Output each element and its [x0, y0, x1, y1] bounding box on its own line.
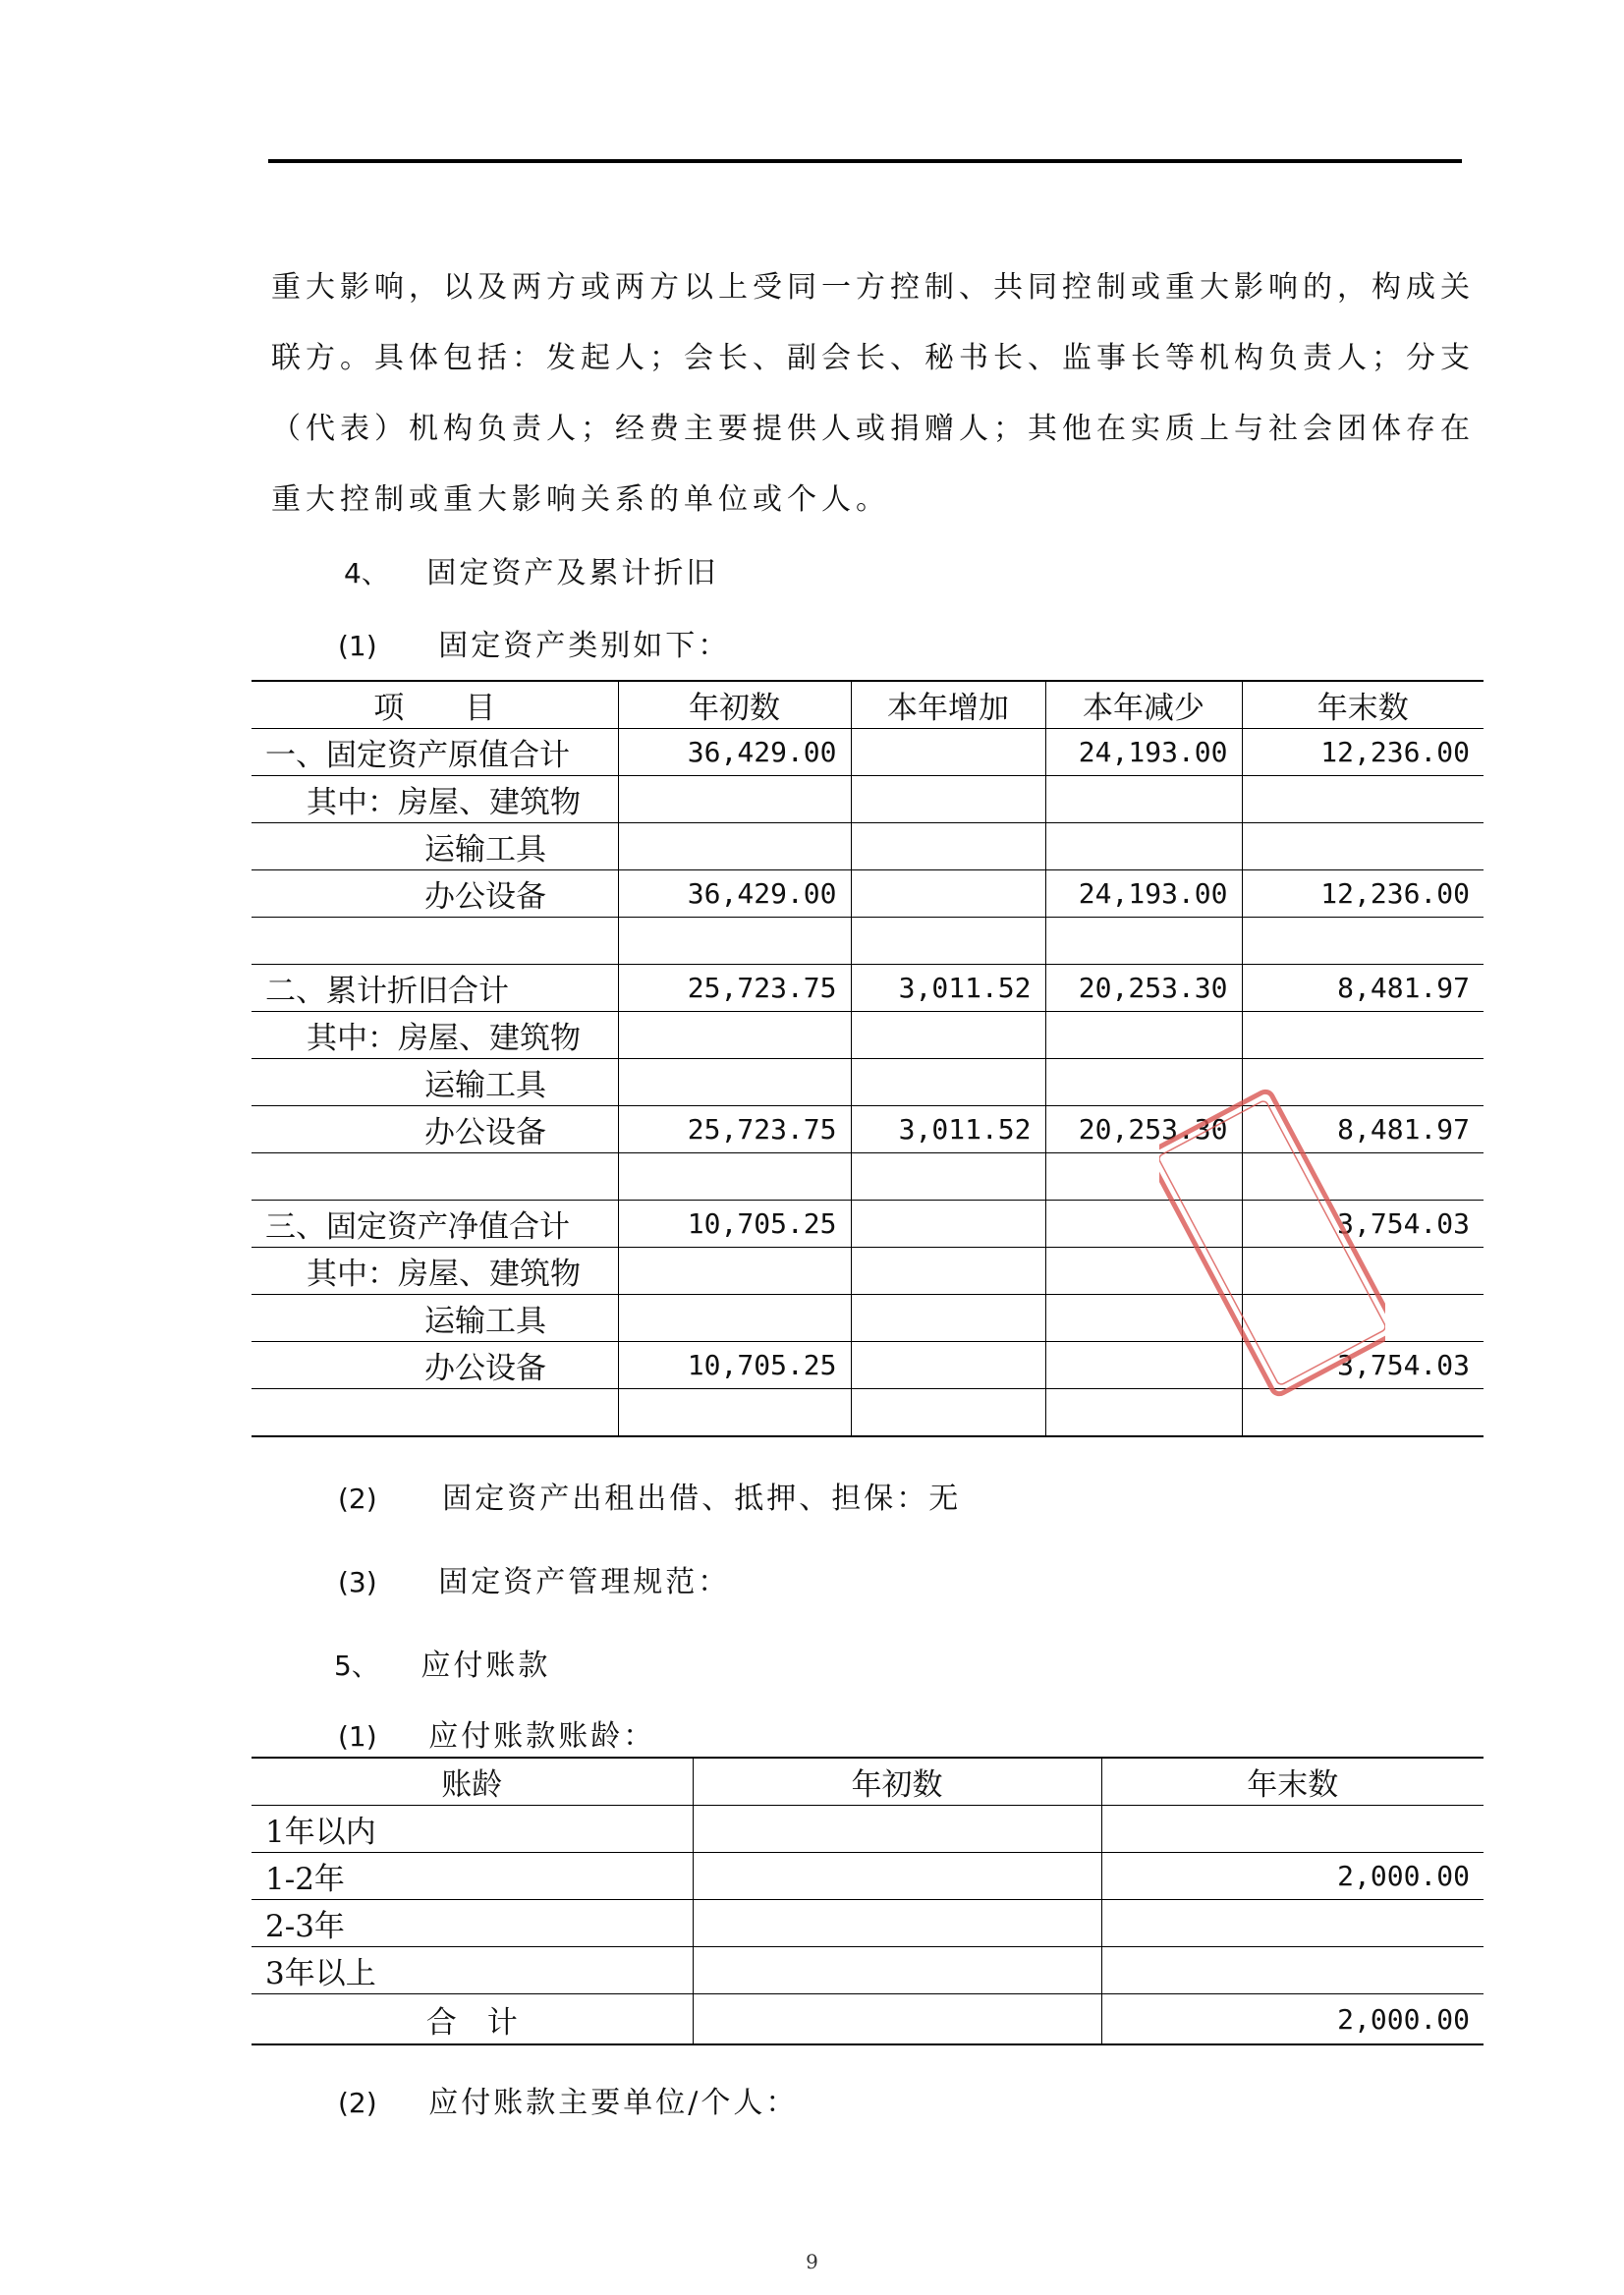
subsection-number: (1)	[338, 630, 377, 662]
table-row	[252, 870, 1484, 918]
cell-value	[851, 1059, 1045, 1106]
subsection-title: 固定资产出租出借、抵押、担保：无	[442, 1482, 962, 1516]
section-number: 5、	[334, 1650, 379, 1682]
cell-value	[1045, 776, 1242, 823]
row-label: 办公设备	[252, 870, 618, 918]
table-row	[252, 1900, 1484, 1947]
cell-value	[851, 1389, 1045, 1437]
section-title: 应付账款	[420, 1649, 551, 1683]
header-cell: 账龄	[252, 1758, 693, 1806]
table-row	[252, 776, 1484, 823]
cell-value	[618, 1248, 851, 1295]
table-row-blank	[252, 1389, 1484, 1437]
cell-value	[618, 918, 851, 965]
cell-value: 3,011.52	[851, 1106, 1045, 1153]
table-header-row	[252, 681, 1484, 729]
row-label: 1年以内	[252, 1806, 693, 1853]
table-row	[252, 729, 1484, 776]
cell-value	[693, 1806, 1101, 1853]
cell-value	[693, 1994, 1101, 2045]
row-label: 其中：房屋、建筑物	[252, 1012, 618, 1059]
cell-value	[1045, 1153, 1242, 1201]
cell-value: 24,193.00	[1045, 729, 1242, 776]
cell-value	[1242, 1389, 1484, 1437]
cell-value	[1045, 823, 1242, 870]
cell-value: 20,253.30	[1045, 1106, 1242, 1153]
table-row	[252, 1106, 1484, 1153]
cell-value	[851, 1295, 1045, 1342]
cell-value: 12,236.00	[1242, 729, 1484, 776]
subsection-number: (1)	[338, 1720, 377, 1753]
row-label: 运输工具	[252, 1059, 618, 1106]
row-label: 办公设备	[252, 1342, 618, 1389]
cell-value	[1242, 1153, 1484, 1201]
row-label: 运输工具	[252, 823, 618, 870]
cell-value	[618, 776, 851, 823]
cell-value	[1045, 1389, 1242, 1437]
row-label: 二、累计折旧合计	[252, 965, 618, 1012]
subsection-title: 固定资产类别如下：	[438, 629, 731, 663]
subsection-4-3-heading	[338, 1557, 730, 1600]
cell-value	[1045, 1201, 1242, 1248]
table-row	[252, 1342, 1484, 1389]
cell-value	[1242, 1012, 1484, 1059]
header-cell: 年末数	[1242, 681, 1484, 729]
cell-value: 25,723.75	[618, 965, 851, 1012]
cell-value	[1101, 1900, 1484, 1947]
cell-value	[618, 1059, 851, 1106]
table-header-row	[252, 1758, 1484, 1806]
cell-value	[1045, 1059, 1242, 1106]
table-row	[252, 1947, 1484, 1994]
row-label: 合 计	[252, 1994, 693, 2045]
section-title: 固定资产及累计折旧	[426, 556, 719, 590]
cell-value	[1242, 918, 1484, 965]
cell-value: 36,429.00	[618, 870, 851, 918]
cell-value	[851, 1248, 1045, 1295]
related-party-paragraph	[271, 252, 1475, 535]
cell-value	[1045, 1342, 1242, 1389]
subsection-title: 固定资产管理规范：	[438, 1565, 731, 1599]
table-row	[252, 1806, 1484, 1853]
cell-value	[1242, 1248, 1484, 1295]
cell-value	[1242, 1059, 1484, 1106]
row-label: 2-3年	[252, 1900, 693, 1947]
table-row-blank	[252, 918, 1484, 965]
header-cell: 年初数	[693, 1758, 1101, 1806]
header-cell: 本年增加	[851, 681, 1045, 729]
payables-aging-table	[252, 1757, 1484, 2045]
cell-value: 3,011.52	[851, 965, 1045, 1012]
cell-value	[851, 823, 1045, 870]
row-label: 1-2年	[252, 1853, 693, 1900]
table-row	[252, 823, 1484, 870]
table-row	[252, 1059, 1484, 1106]
cell-value	[1242, 776, 1484, 823]
table-total-row	[252, 1994, 1484, 2045]
cell-value	[851, 1201, 1045, 1248]
cell-value	[693, 1947, 1101, 1994]
cell-value	[1242, 823, 1484, 870]
cell-value	[1101, 1947, 1484, 1994]
subsection-5-2-heading	[338, 2078, 798, 2121]
table-row	[252, 1248, 1484, 1295]
cell-value	[618, 1295, 851, 1342]
cell-value	[618, 1389, 851, 1437]
header-cell: 年初数	[618, 681, 851, 729]
paragraph-line: （代表）机构负责人；经费主要提供人或捐赠人；其他在实质上与社会团体存在	[271, 412, 1475, 446]
fixed-assets-table	[252, 680, 1484, 1437]
subsection-4-1-heading	[338, 621, 730, 664]
cell-value: 8,481.97	[1242, 1106, 1484, 1153]
page-number: 9	[806, 2250, 818, 2273]
header-cell: 项 目	[252, 681, 618, 729]
table-row	[252, 1295, 1484, 1342]
cell-value	[851, 776, 1045, 823]
cell-value	[1045, 918, 1242, 965]
cell-value	[618, 1012, 851, 1059]
section-number: 4、	[344, 557, 389, 589]
row-label: 其中：房屋、建筑物	[252, 1248, 618, 1295]
cell-value	[851, 918, 1045, 965]
cell-value: 20,253.30	[1045, 965, 1242, 1012]
paragraph-line: 重大控制或重大影响关系的单位或个人。	[271, 482, 890, 517]
cell-value	[851, 1153, 1045, 1201]
row-label: 3年以上	[252, 1947, 693, 1994]
cell-value	[851, 729, 1045, 776]
header-cell: 年末数	[1101, 1758, 1484, 1806]
subsection-number: (3)	[338, 1566, 377, 1598]
cell-value: 3,754.03	[1242, 1201, 1484, 1248]
cell-value	[618, 823, 851, 870]
header-cell: 本年减少	[1045, 681, 1242, 729]
subsection-title: 应付账款主要单位/个人：	[428, 2086, 799, 2120]
cell-value: 10,705.25	[618, 1201, 851, 1248]
header-rule	[268, 159, 1462, 163]
row-label: 办公设备	[252, 1106, 618, 1153]
cell-value: 10,705.25	[618, 1342, 851, 1389]
cell-value	[1045, 1295, 1242, 1342]
table-row-blank	[252, 1153, 1484, 1201]
cell-value: 3,754.03	[1242, 1342, 1484, 1389]
row-label	[252, 1153, 618, 1201]
subsection-title: 应付账款账龄：	[428, 1719, 656, 1754]
cell-value: 25,723.75	[618, 1106, 851, 1153]
subsection-number: (2)	[338, 2087, 377, 2119]
cell-value: 2,000.00	[1101, 1994, 1484, 2045]
cell-value	[851, 870, 1045, 918]
row-label: 三、固定资产净值合计	[252, 1201, 618, 1248]
table-row	[252, 965, 1484, 1012]
cell-value	[1045, 1248, 1242, 1295]
row-label	[252, 918, 618, 965]
table-row	[252, 1201, 1484, 1248]
cell-value: 12,236.00	[1242, 870, 1484, 918]
cell-value: 36,429.00	[618, 729, 851, 776]
row-label: 一、固定资产原值合计	[252, 729, 618, 776]
cell-value	[618, 1153, 851, 1201]
cell-value	[851, 1012, 1045, 1059]
cell-value	[693, 1900, 1101, 1947]
row-label: 其中：房屋、建筑物	[252, 776, 618, 823]
cell-value: 8,481.97	[1242, 965, 1484, 1012]
section-5-heading	[334, 1641, 550, 1684]
subsection-4-2-heading	[338, 1474, 961, 1517]
cell-value	[1045, 1012, 1242, 1059]
section-4-heading	[344, 548, 718, 591]
row-label	[252, 1389, 618, 1437]
table-row	[252, 1853, 1484, 1900]
paragraph-line: 联方。具体包括：发起人；会长、副会长、秘书长、监事长等机构负责人；分支	[271, 341, 1475, 375]
table-row	[252, 1012, 1484, 1059]
subsection-5-1-heading	[338, 1711, 655, 1755]
row-label: 运输工具	[252, 1295, 618, 1342]
cell-value	[1101, 1806, 1484, 1853]
cell-value: 24,193.00	[1045, 870, 1242, 918]
cell-value	[851, 1342, 1045, 1389]
paragraph-line: 重大影响，以及两方或两方以上受同一方控制、共同控制或重大影响的，构成关	[271, 270, 1475, 305]
cell-value	[693, 1853, 1101, 1900]
cell-value	[1242, 1295, 1484, 1342]
cell-value: 2,000.00	[1101, 1853, 1484, 1900]
subsection-number: (2)	[338, 1483, 377, 1515]
